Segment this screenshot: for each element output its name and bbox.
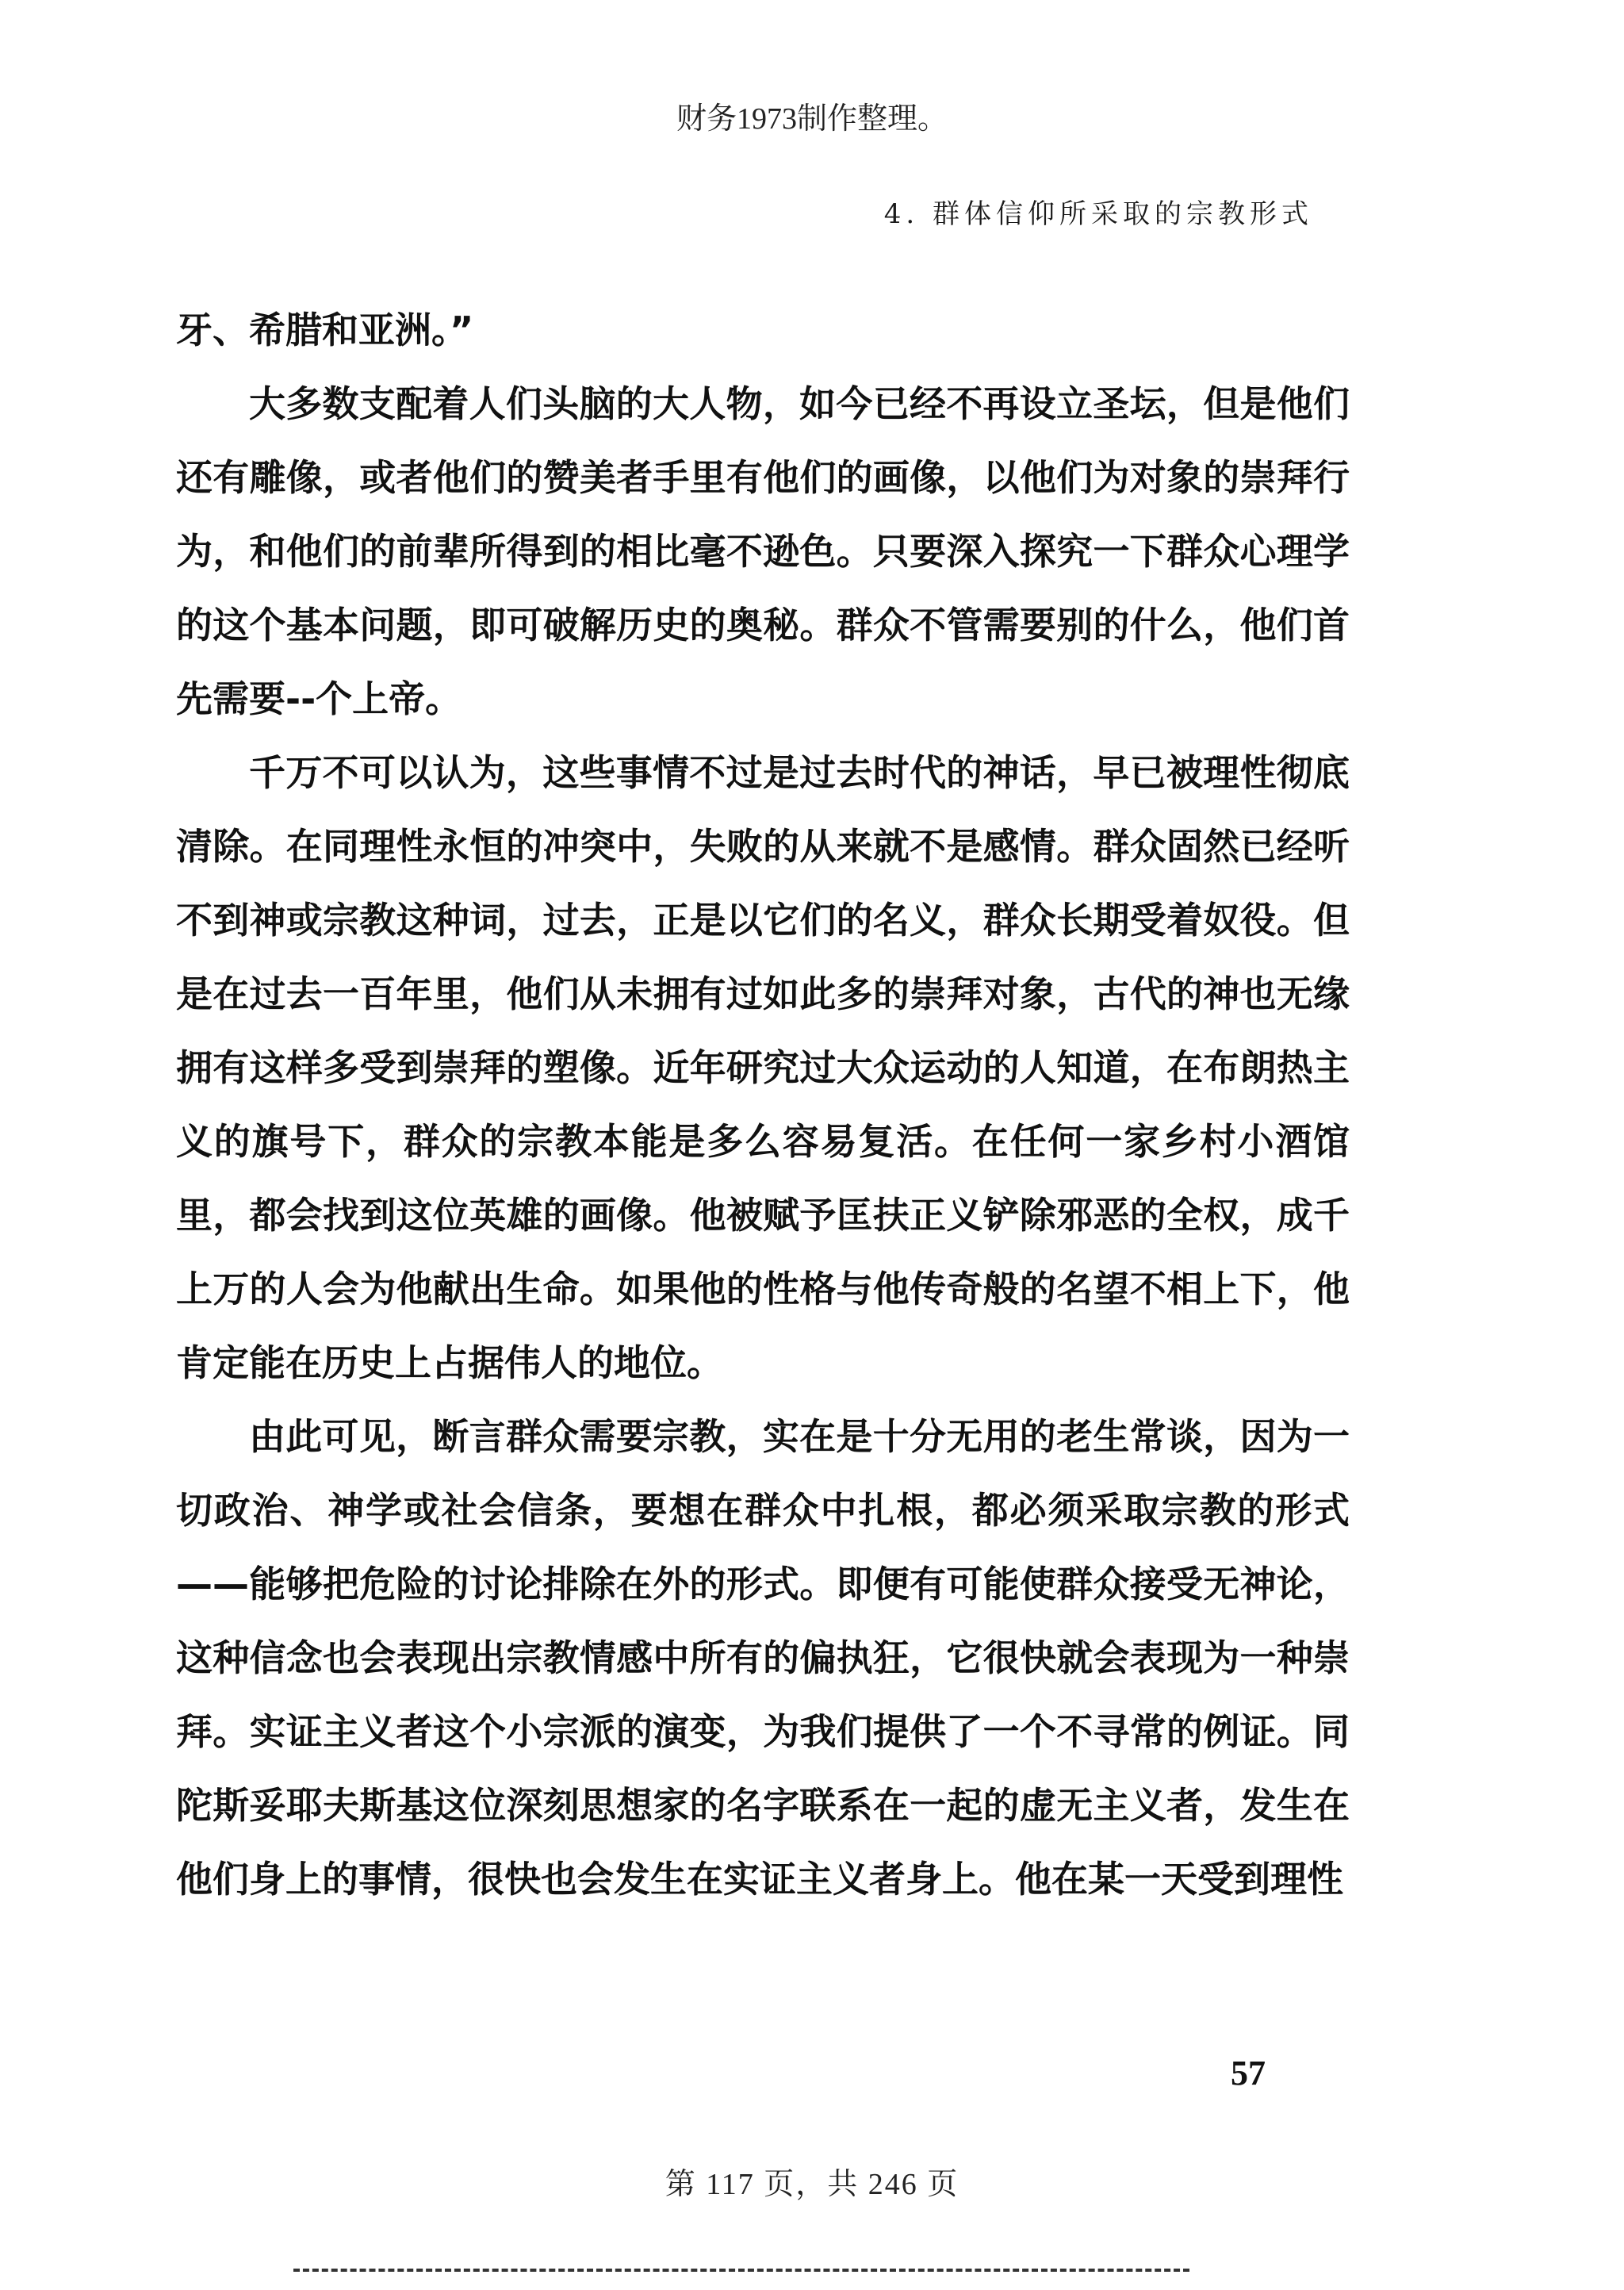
body-text	[176, 293, 1350, 1916]
page-footer: 第 117 页，共 246 页	[665, 2168, 959, 2201]
paragraph: 千万不可以认为，这些事情不过是过去时代的神话，早已被理性彻底清除。在同理性永恒的冲突中，失败的从来就不是感情。群众固然已经听不到神或宗教这种词，过去，正是以它们的名义，群众长期受着奴役。但是在过去一百年里，他们从未拥有过如此多的崇拜对象，古代的神也无缘拥有这样多受到崇拜的塑像。近年研究过大众运动的人知道，在布朗热主义的旗号下，群众的宗教本能是多么容易复活。在任何一家乡村小酒馆里，都会找到这位英雄的画像。他被赋予匡扶正义铲除邪恶的全权，成千上万的人会为他献出生命。如果他的性格与他传奇般的名望不相上下，他肯定能在历史上占据伟人的地位。	[176, 751, 1350, 1384]
paragraph: 大多数支配着人们头脑的大人物，如今已经不再设立圣坛，但是他们还有雕像，或者他们的赞美者手里有他们的画像，以他们为对象的崇拜行为，和他们的前辈所得到的相比毫不逊色。只要深入探究一下群众心理学的这个基本问题，即可破解历史的奥秘。群众不管需要别的什么，他们首先需要--个上帝。	[176, 382, 1350, 720]
running-header: 4. 群体信仰所采取的宗教形式	[883, 198, 1313, 230]
paragraph: 牙、希腊和亚洲。”	[176, 309, 474, 351]
watermark-text: 财务1973制作整理。	[676, 102, 948, 136]
page-number: 57	[1231, 2054, 1266, 2092]
scan-artifact-line	[293, 2269, 1189, 2272]
paragraph: 由此可见，断言群众需要宗教，实在是十分无用的老生常谈，因为一切政治、神学或社会信条，要想在群众中扎根，都必须采取宗教的形式——能够把危险的讨论排除在外的形式。即便有可能使群众接受无神论，这种信念也会表现出宗教情感中所有的偏执狂，它很快就会表现为一种崇拜。实证主义者这个小宗派的演变，为我们提供了一个不寻常的例证。同陀斯妥耶夫斯基这位深刻思想家的名字联系在一起的虚无主义者，发生在他们身上的事情，很快也会发生在实证主义者身上。他在某一天受到理性	[176, 1415, 1350, 1901]
